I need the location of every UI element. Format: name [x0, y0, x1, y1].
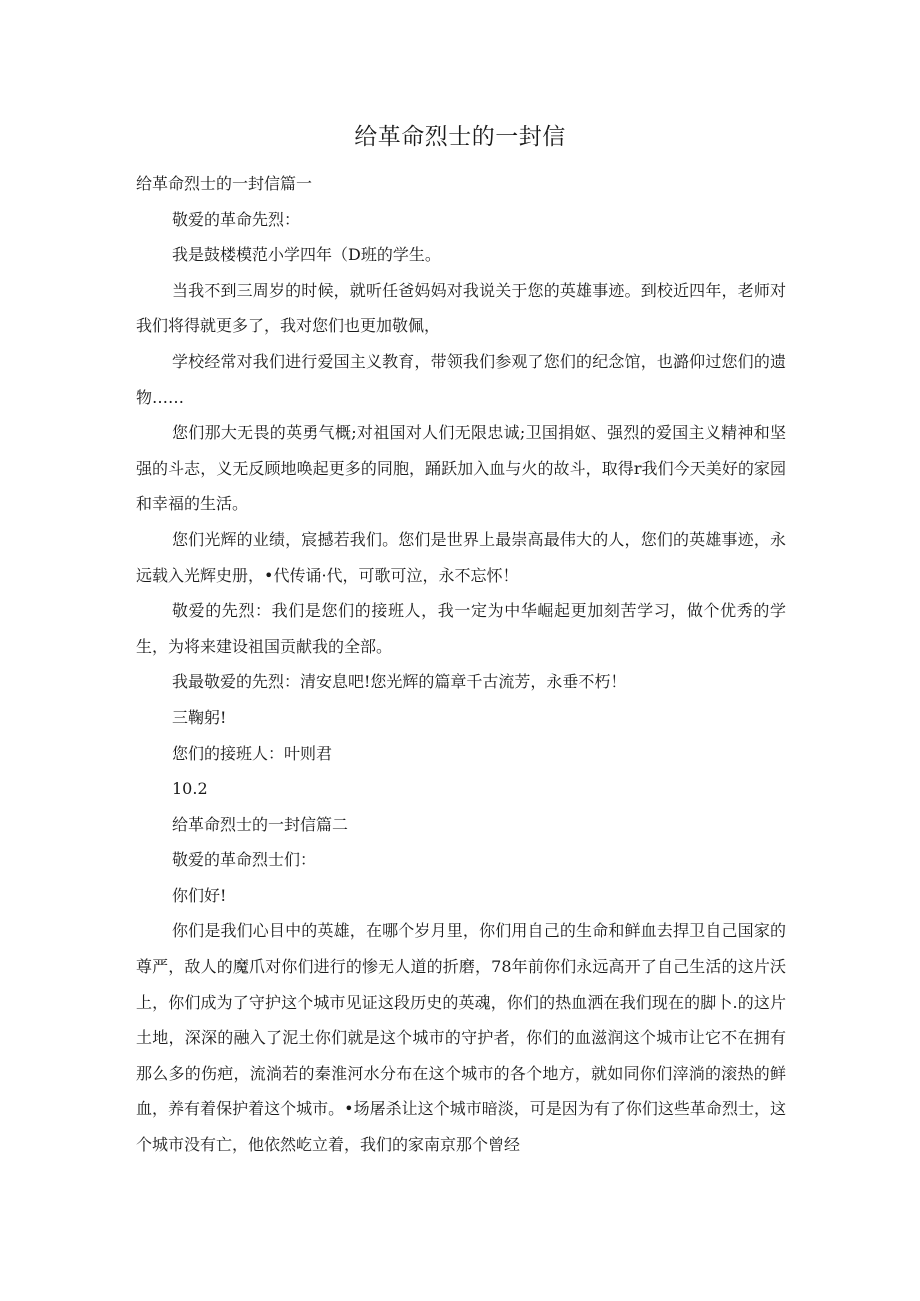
paragraph: 10.2	[172, 779, 208, 799]
paragraph: 敬爱的革命先烈：	[172, 209, 301, 229]
paragraph: 学校经常对我们进行爱国主义教育，带领我们参观了您们的纪念馆，也潞仰过您们的遗物……	[136, 351, 786, 407]
paragraph: 敬爱的先烈：我们是您们的接班人，我一定为中华崛起更加刻苦学习，做个优秀的学生，为将来建设祖国贡献我的全部。	[136, 601, 786, 656]
document-title: 给革命烈士的一封信	[354, 124, 566, 150]
paragraph: 给革命烈士的一封信篇二	[172, 814, 349, 834]
paragraph: 你们好!	[172, 885, 227, 905]
paragraph: 您们光辉的业绩，宸撼若我们。您们是世界上最崇高最伟大的人，您们的英雄事迹，永远载入光辉史册，•代传诵·代，可歌可泣，永不忘怀！	[136, 529, 786, 585]
paragraph: 我最敬爱的先烈：清安息吧!您光辉的篇章千古流芳，永垂不朽！	[172, 672, 627, 692]
paragraph: 当我不到三周岁的时候，就听任爸妈妈对我说关于您的英雄事迹。到校近四年，老师对我们将得就更多了，我对您们也更加敬佩，	[136, 280, 786, 336]
paragraph: 您们那大无畏的英勇气概;对祖国对人们无限忠诚;卫国捐妪、强烈的爱国主义精神和坚强的斗志，义无反顾地唤起更多的同胞，踊跃加入血与火的故斗，取得r我们今天美好的家园和幸福的生活。	[136, 423, 786, 514]
paragraph: 您们的接班人：叶则君	[172, 743, 333, 763]
document-body	[136, 166, 786, 1163]
paragraph: 给革命烈士的一封信篇一	[136, 174, 313, 193]
paragraph: 我是鼓楼模范小学四年（D班的学生。	[172, 245, 441, 265]
paragraph: 三鞠躬!	[172, 707, 227, 727]
paragraph: 敬爱的革命烈士们：	[172, 850, 317, 870]
paragraph: 你们是我们心目中的英雄，在哪个岁月里，你们用自己的生命和鲜血去捍卫自己国家的尊严，敌人的魔爪对你们进行的惨无人道的折磨，78年前你们永远高开了自己生活的这片沃上，你们成为了守护这个城市见证这段历史的英魂，你们的热血洒在我们现在的脚卜.的这片土地，深深的融入了泥土你们就是这个城市的守护者，你们的血滋润这个城市让它不在拥有那么多的伤疤，流淌若的秦淮河水分布在这个城市的各个地方，就如同你们滓淌的滚热的鲜血，养有着保护着这个城市。•场屠杀让这个城市暗淡，可是因为有了你们这些革命烈士，这个城市没有亡，他依然屹立着，我们的家南京那个曾经	[136, 921, 786, 1155]
